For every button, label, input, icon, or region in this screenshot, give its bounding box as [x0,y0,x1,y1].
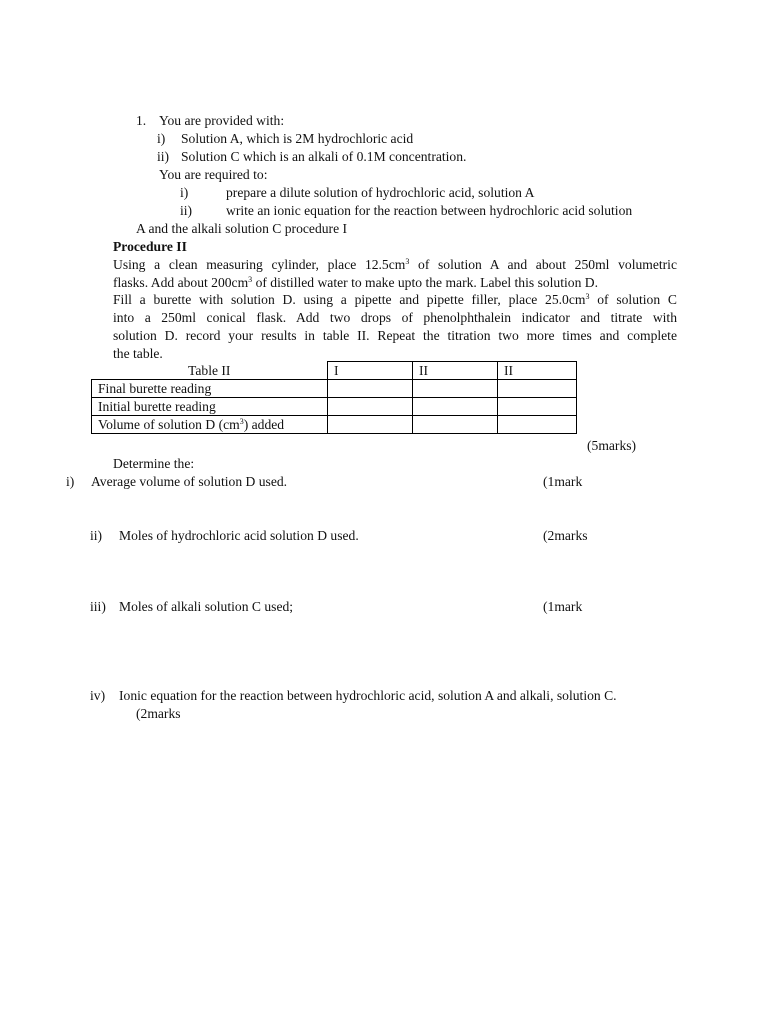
paragraph-line: the table. [113,346,163,361]
table-row [92,416,577,434]
determine-item-marks: (1mark [543,474,583,489]
text-run: Volume of solution D (cm [98,417,240,432]
row-label: Initial burette reading [92,398,328,416]
text-run: of solution A and about 250ml volumetric [409,257,677,272]
determine-intro: Determine the: [113,456,195,471]
paragraph-line [113,274,677,292]
question-number: 1. [136,113,147,128]
text-run: of solution C [589,292,677,307]
row-label [92,416,328,434]
table-cell [498,416,577,434]
table-cell [413,380,498,398]
table-cell [498,398,577,416]
determine-item-num: iii) [90,599,106,614]
superscript-3: 3 [585,292,590,301]
paragraph-line [113,256,677,274]
paragraph-line [113,291,677,309]
provided-item-text: Solution C which is an alkali of 0.1M concentration. [181,149,467,164]
provided-item-num: ii) [157,149,170,164]
required-item-text: prepare a dilute solution of hydrochloric acid, solution A [226,185,535,200]
determine-item-text: Moles of alkali solution C used; [119,599,294,614]
table-row [92,398,577,416]
determine-item-text: Ionic equation for the reaction between hydrochloric acid, solution A and alkali, solution C. [119,688,617,703]
table-cell [328,416,413,434]
superscript-3: 3 [248,275,253,284]
determine-item-num: iv) [90,688,106,703]
superscript-3: 3 [405,257,410,266]
table-marks: (5marks) [587,438,637,453]
procedure-paragraph-2 [113,291,677,363]
table-cell [328,380,413,398]
text-run: Fill a burette with solution D. using a pipette and pipette filler, place 25.0cm [113,292,586,307]
procedure-heading-text: Procedure II [113,239,187,254]
row-label: Final burette reading [92,380,328,398]
table-cell [413,416,498,434]
required-item-num: ii) [180,203,193,218]
determine-item-num: ii) [90,528,103,543]
required-item-num: i) [180,185,189,200]
results-table [91,361,577,434]
table-cell [498,380,577,398]
table-column-header: II [498,362,577,380]
determine-item-num: i) [66,474,75,489]
table-cell [328,398,413,416]
required-item-text: write an ionic equation for the reaction between hydrochloric acid solution [226,203,633,218]
text-run: ) added [243,417,285,432]
determine-item-text: Average volume of solution D used. [91,474,288,489]
table-row [92,380,577,398]
table-cell [413,398,498,416]
paragraph-line: solution D. record your results in table II. Repeat the titration two more times and complete [113,328,677,343]
table-column-header: II [413,362,498,380]
table-column-header: I [328,362,413,380]
text-run: flasks. Add about 200cm [113,275,249,290]
determine-item-marks: (1mark [543,599,583,614]
determine-item-text: Moles of hydrochloric acid solution D used. [119,528,359,543]
provided-item-num: i) [157,131,166,146]
procedure-heading [113,238,187,256]
superscript-3: 3 [239,417,244,426]
text-run: of distilled water to make upto the mark. Label this solution D. [252,275,598,290]
paragraph-line: into a 250ml conical flask. Add two drops of phenolphthalein indicator and titrate with [113,310,677,325]
table-caption: Table II [188,362,231,378]
text-run: Using a clean measuring cylinder, place 12.5cm [113,257,406,272]
provided-item-text: Solution A, which is 2M hydrochloric acid [181,131,414,146]
provided-intro: You are provided with: [159,113,285,128]
table-header-row [92,362,577,380]
determine-item-marks: (2marks [136,706,181,721]
required-continuation: A and the alkali solution C procedure I [136,221,348,236]
determine-item-marks: (2marks [543,528,588,543]
required-intro: You are required to: [159,167,268,182]
procedure-paragraph-1 [113,256,677,292]
